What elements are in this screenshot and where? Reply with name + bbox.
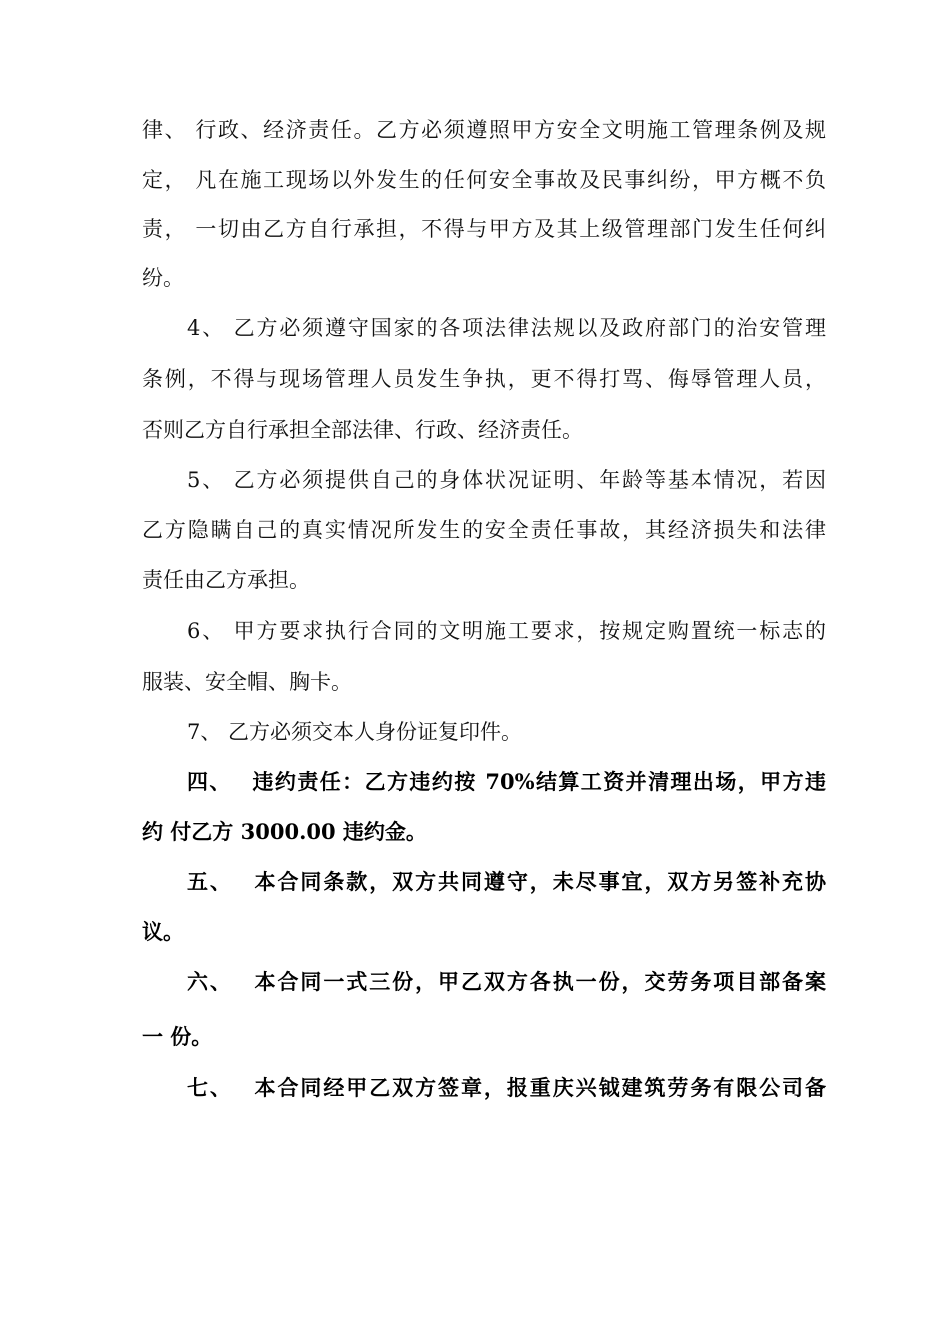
text-line: 律、 行政、经济责任。乙方必须遵照甲方安全文明施工管理条例及规 xyxy=(142,118,826,142)
list-item-4: 4、 乙方必须遵守国家的各项法律法规以及政府部门的治安管理 xyxy=(187,316,826,340)
text-line: 条例，不得与现场管理人员发生争执，更不得打骂、侮辱管理人员， xyxy=(142,367,826,391)
text-line: 责任由乙方承担。 xyxy=(142,568,310,592)
text-line: 否则乙方自行承担全部法律、行政、经济责任。 xyxy=(142,418,583,442)
section-six-heading: 六、 本合同一式三份，甲乙双方各执一份，交劳务项目部备案 xyxy=(187,969,826,994)
text-line: 服装、安全帽、胸卡。 xyxy=(142,670,352,694)
section-four-heading: 四、 违约责任：乙方违约按 70%结算工资并清理出场，甲方违 xyxy=(187,769,826,794)
text-line: 议。 xyxy=(142,919,184,944)
text-line: 责， 一切由乙方自行承担，不得与甲方及其上级管理部门发生任何纠 xyxy=(142,217,826,241)
list-item-6: 6、 甲方要求执行合同的文明施工要求，按规定购置统一标志的 xyxy=(187,619,826,643)
text-line: 乙方隐瞒自己的真实情况所发生的安全责任事故，其经济损失和法律 xyxy=(142,518,826,542)
text-line: 约 付乙方 3000.00 违约金。 xyxy=(142,819,427,844)
section-five-heading: 五、 本合同条款，双方共同遵守，未尽事宜，双方另签补充协 xyxy=(187,869,826,894)
text-line: 纷。 xyxy=(142,266,184,290)
text-line: 定， 凡在施工现场以外发生的任何安全事故及民事纠纷，甲方概不负 xyxy=(142,168,826,192)
text-line: 一 份。 xyxy=(142,1024,213,1049)
list-item-5: 5、 乙方必须提供自己的身体状况证明、年龄等基本情况，若因 xyxy=(187,468,826,492)
section-seven-heading: 七、 本合同经甲乙双方签章，报重庆兴钺建筑劳务有限公司备 xyxy=(187,1075,826,1100)
list-item-7: 7、 乙方必须交本人身份证复印件。 xyxy=(187,720,523,744)
